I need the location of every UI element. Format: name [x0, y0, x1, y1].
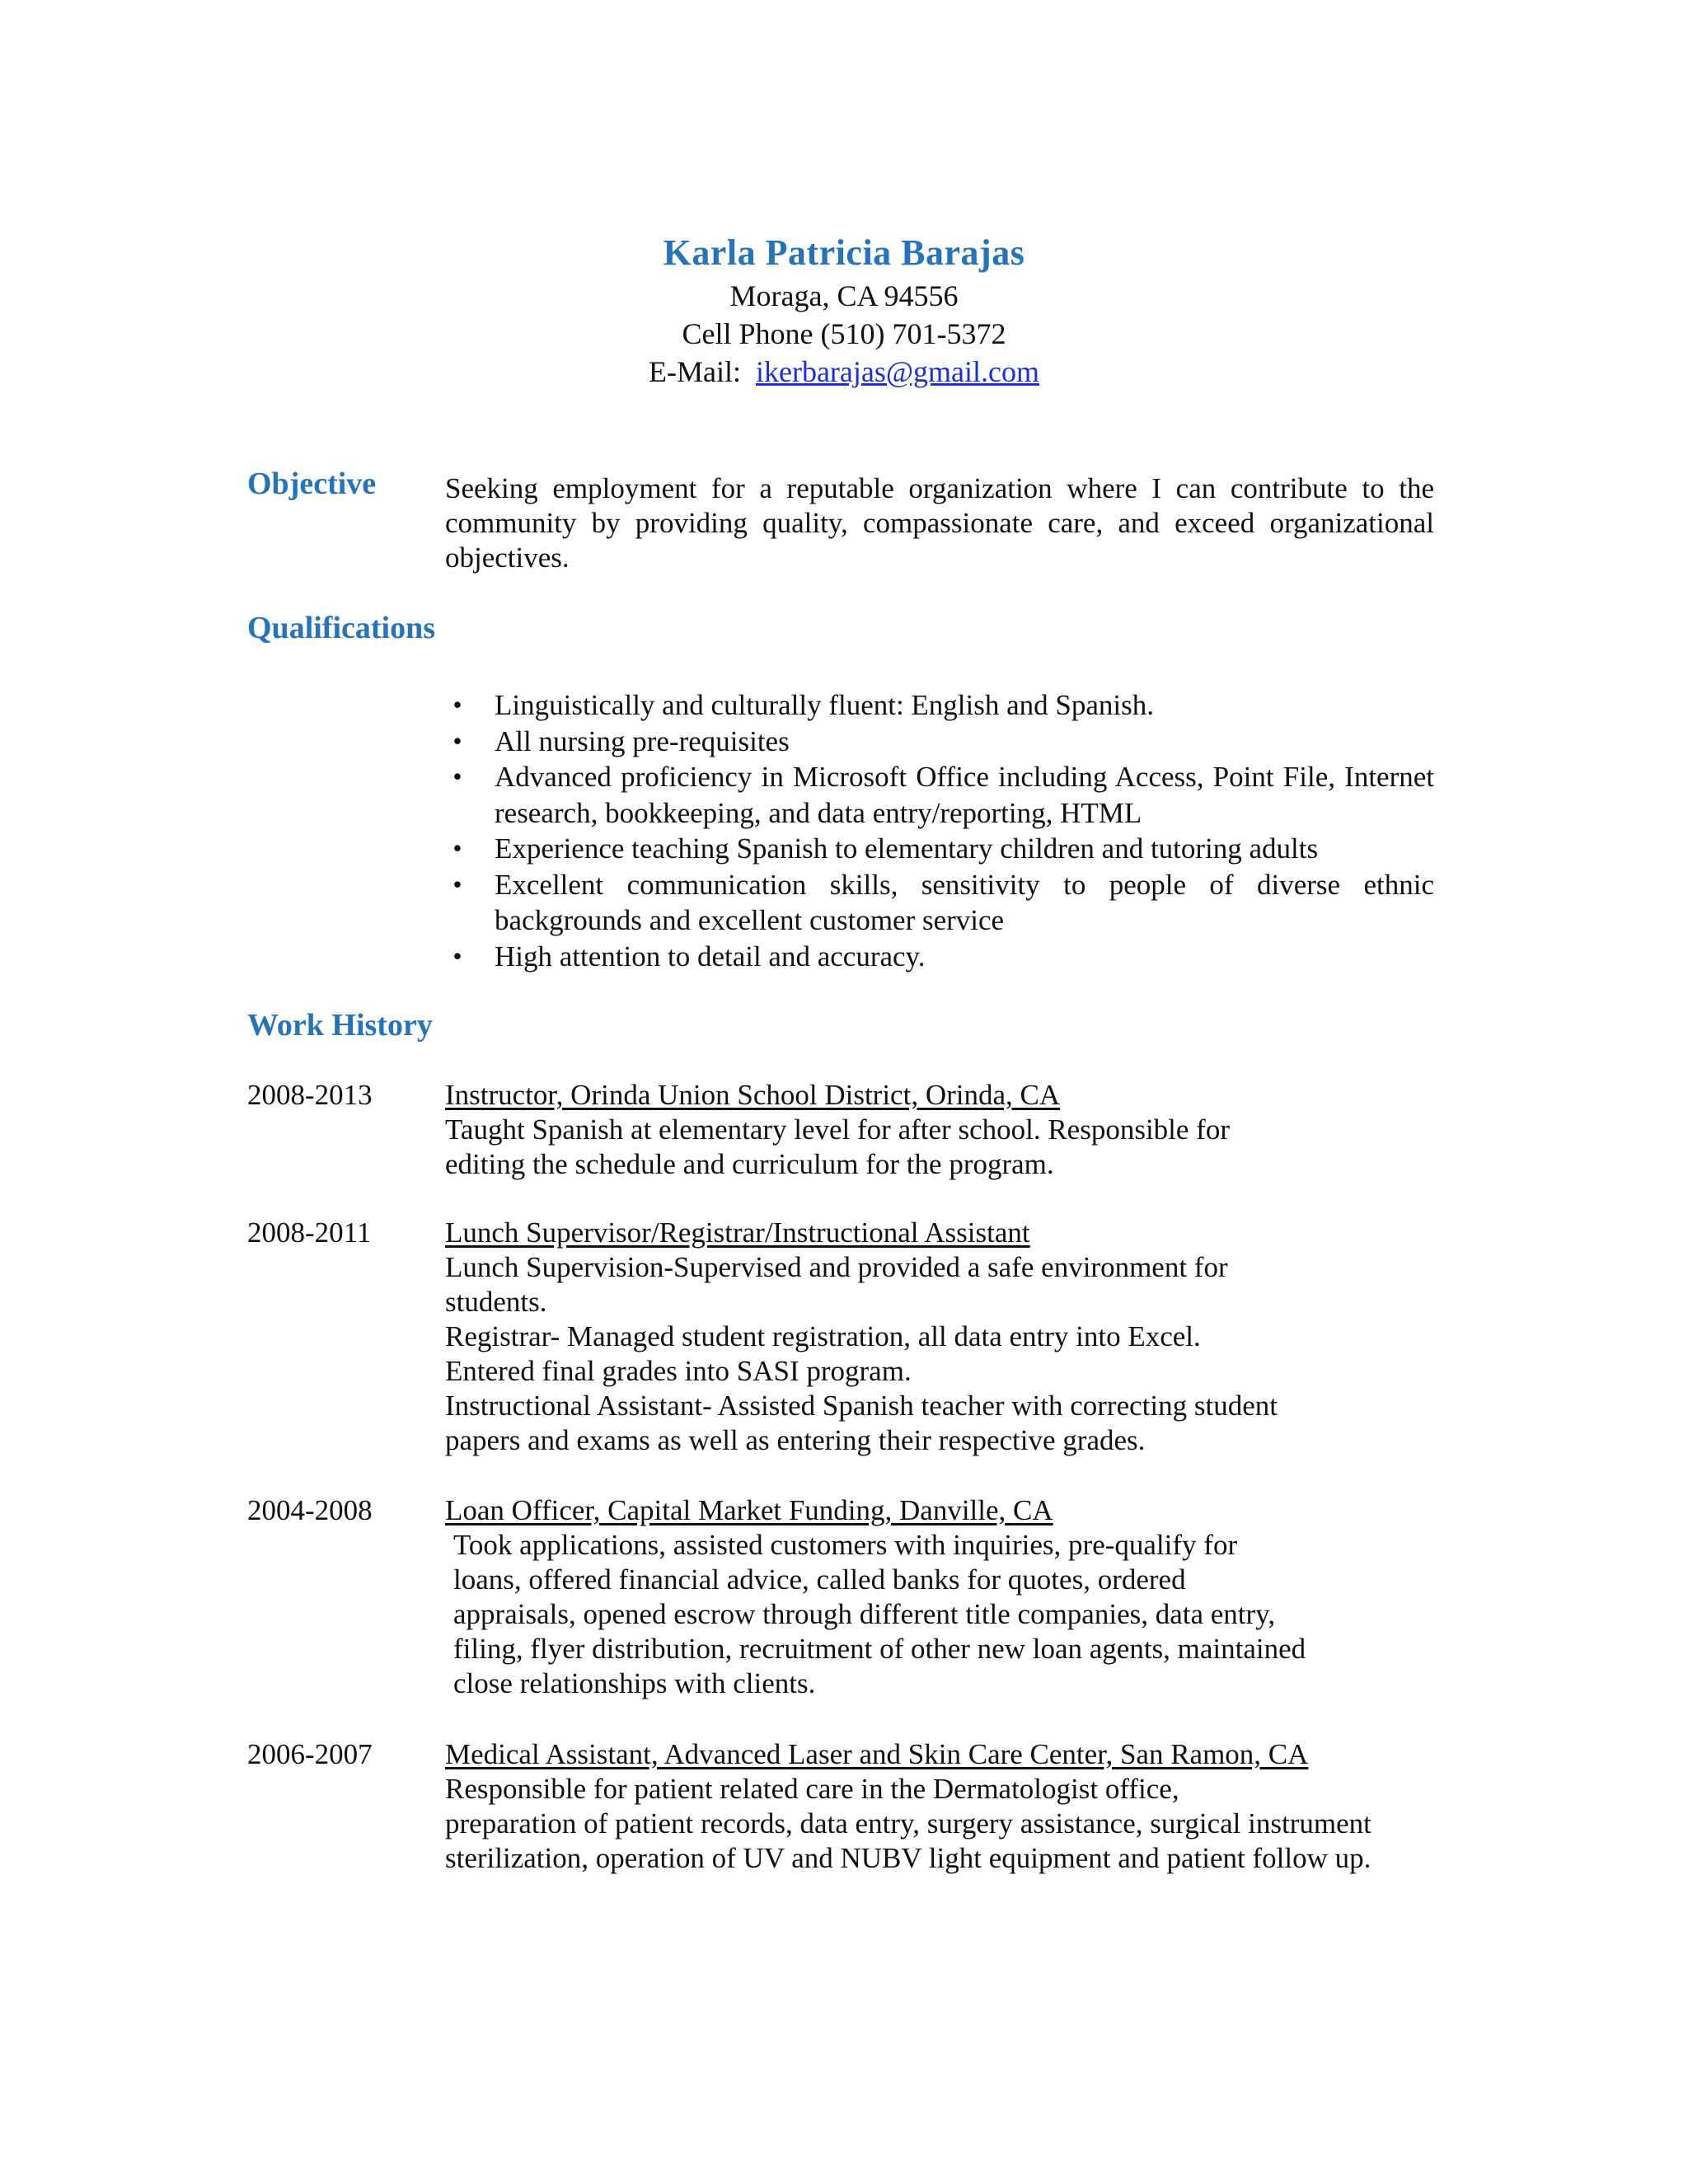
job-description-line: Took applications, assisted customers with inquiries, pre-qualify for [453, 1529, 1238, 1561]
job-description-line: Responsible for patient related care in the Dermatologist office, [445, 1773, 1179, 1805]
job-body [445, 1078, 1442, 1182]
job-body [445, 1493, 1442, 1701]
job-description-line: students. [445, 1286, 547, 1318]
job-description-line: Instructional Assistant- Assisted Spanish teacher with correcting student [445, 1390, 1278, 1422]
job-description-line: close relationships with clients. [453, 1667, 816, 1699]
bullet-icon: • [452, 869, 462, 899]
job-description-line: editing the schedule and curriculum for the program. [445, 1148, 1054, 1180]
objective-text: Seeking employment for a reputable organization where I can contribute to the community by providing quality, compassionate care, and exceed organizational objectives. [445, 472, 1434, 574]
job-body [445, 1737, 1442, 1876]
bullet-icon: • [452, 762, 462, 791]
bullet-icon: • [452, 940, 462, 971]
bullet-icon: • [452, 833, 462, 863]
qualifications-list [445, 687, 1434, 974]
job-years: 2006-2007 [247, 1738, 373, 1770]
phone: Cell Phone (510) 701-5372 [682, 317, 1006, 350]
list-item: • Excellent communication skills, sensitivity to people of diverse ethnic backgrounds and excellent customer service [445, 867, 1434, 939]
job-title: Medical Assistant, Advanced Laser and Skin Care Center, San Ramon, CA [445, 1738, 1309, 1770]
work-history-heading: Work History [247, 1008, 433, 1043]
list-item: • Linguistically and culturally fluent: English and Spanish. [445, 687, 1434, 724]
job-years: 2008-2011 [247, 1216, 372, 1249]
objective-heading: Objective [247, 466, 377, 501]
location: Moraga, CA 94556 [729, 279, 959, 312]
email-label: E-Mail: [648, 355, 741, 388]
applicant-name: Karla Patricia Barajas [663, 232, 1025, 273]
job-title: Instructor, Orinda Union School District, Orinda, CA [445, 1079, 1061, 1111]
job-title: Lunch Supervisor/Registrar/Instructional Assistant [445, 1216, 1030, 1249]
job-description-line: Lunch Supervision-Supervised and provided a safe environment for [445, 1251, 1228, 1283]
job-body [445, 1216, 1442, 1458]
job-description-line: sterilization, operation of UV and NUBV light equipment and patient follow up. [445, 1842, 1372, 1874]
bullet-icon: • [452, 725, 462, 756]
job-title: Loan Officer, Capital Market Funding, Danville, CA [445, 1494, 1053, 1526]
job-description-line: Taught Spanish at elementary level for after school. Responsible for [445, 1113, 1230, 1146]
job-years: 2008-2013 [247, 1079, 373, 1111]
qualifications-heading: Qualifications [247, 611, 436, 645]
bullet-icon: • [452, 690, 462, 719]
job-description-line: filing, flyer distribution, recruitment of other new loan agents, maintained [453, 1633, 1306, 1665]
resume-header [0, 229, 1688, 391]
job-description-line: loans, offered financial advice, called banks for quotes, ordered [453, 1563, 1186, 1596]
job-description-line: Entered final grades into SASI program. [445, 1355, 912, 1387]
email-line [0, 353, 1688, 391]
job-years: 2004-2008 [247, 1494, 373, 1526]
list-item: • High attention to detail and accuracy. [445, 939, 1434, 975]
email-link[interactable]: ikerbarajas@gmail.com [755, 355, 1039, 388]
job-description-line: preparation of patient records, data entry, surgery assistance, surgical instrument [445, 1807, 1372, 1840]
list-item: • Advanced proficiency in Microsoft Office including Access, Point File, Internet research, bookkeeping, and data entry/reporting, HTML [445, 759, 1434, 831]
list-item: • Experience teaching Spanish to elementary children and tutoring adults [445, 831, 1434, 867]
job-description-line: papers and exams as well as entering their respective grades. [445, 1424, 1146, 1456]
job-description-line: appraisals, opened escrow through different title companies, data entry, [453, 1598, 1276, 1630]
job-description-line: Registrar- Managed student registration, all data entry into Excel. [445, 1320, 1201, 1352]
list-item: • All nursing pre-requisites [445, 724, 1434, 760]
